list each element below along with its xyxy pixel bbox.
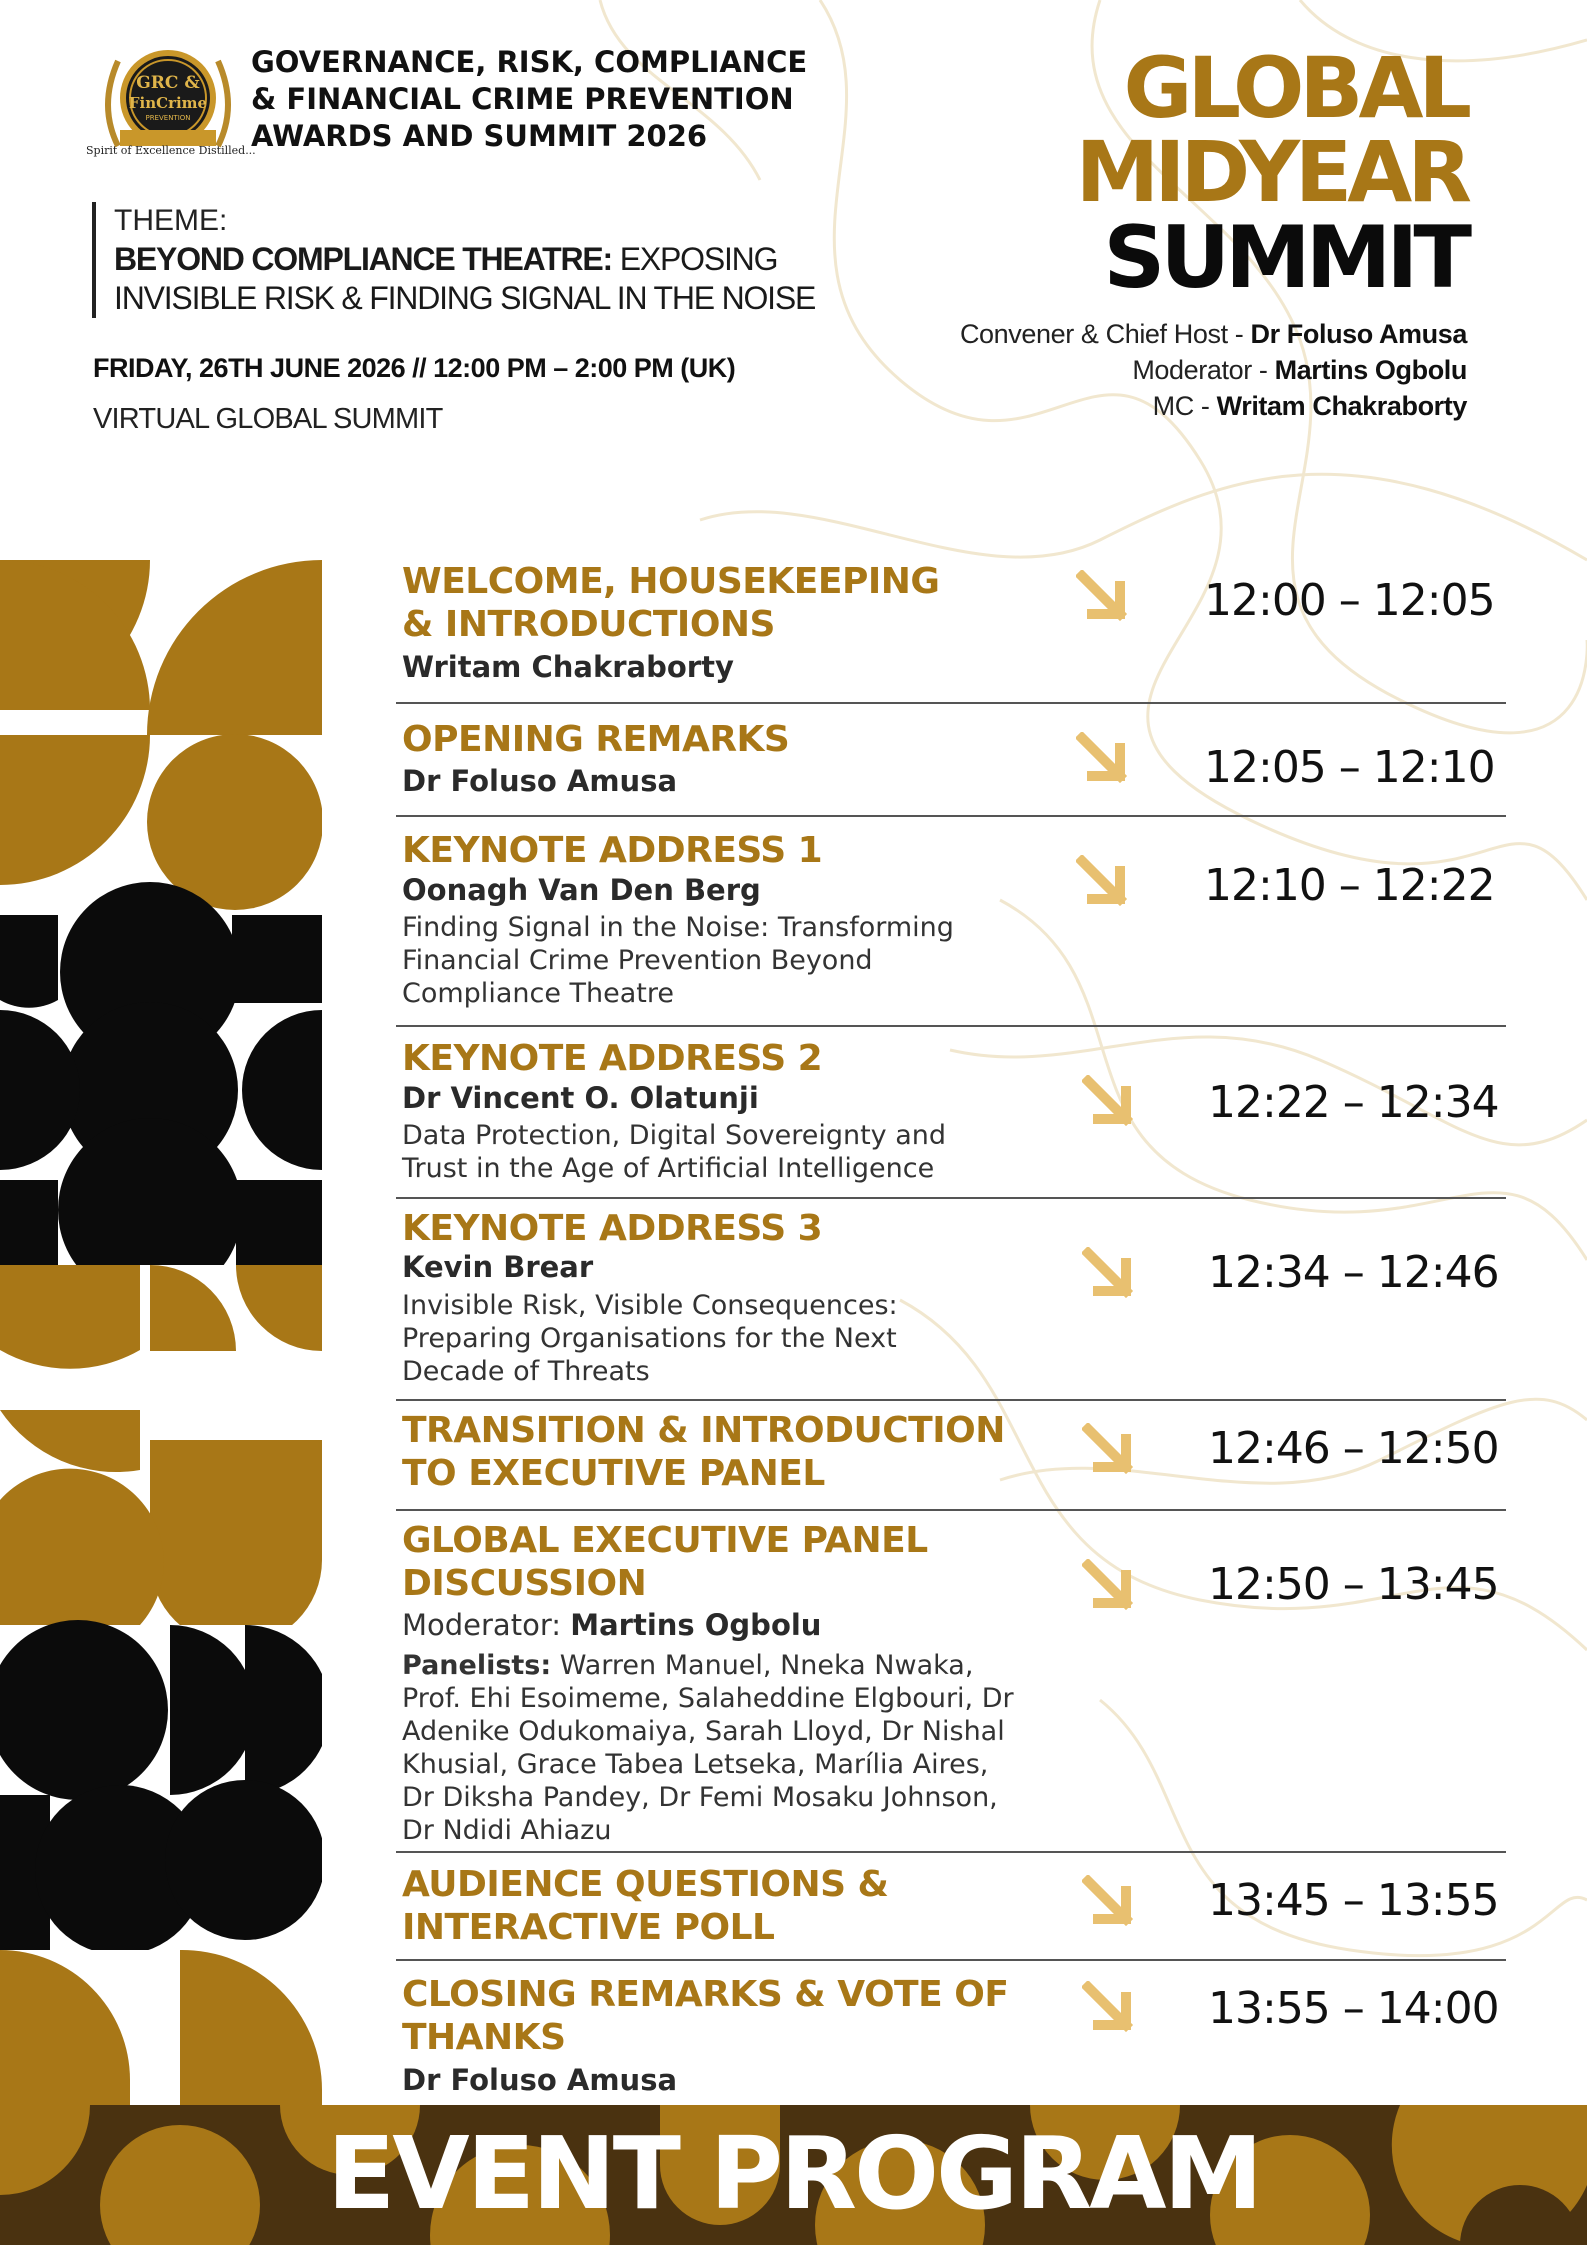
agenda-desc-line: Compliance Theatre xyxy=(402,978,674,1009)
agenda-time: 13:55 – 14:00 xyxy=(1208,1983,1499,2034)
agenda-title xyxy=(402,1207,822,1250)
agenda-desc-line: Preparing Organisations for the Next xyxy=(402,1323,897,1354)
agenda-title-line: KEYNOTE ADDRESS 2 xyxy=(402,1038,823,1079)
agenda-moderator xyxy=(402,1609,1012,1642)
panelists-label: Panelists: xyxy=(402,1650,552,1681)
agenda-item xyxy=(396,702,1506,817)
agenda-title xyxy=(402,1037,822,1080)
summit-title xyxy=(1075,39,1467,308)
agenda-item xyxy=(396,1025,1506,1199)
event-venue: VIRTUAL GLOBAL SUMMIT xyxy=(93,403,443,435)
agenda-time: 12:10 – 12:22 xyxy=(1204,860,1495,911)
agenda-desc-bold: Finding Signal in the Noise: xyxy=(402,912,770,943)
geometric-pattern xyxy=(0,560,322,2105)
theme-bold: BEYOND COMPLIANCE THEATRE: xyxy=(114,241,612,277)
agenda-desc-line: Data Protection, Digital Sovereignty and xyxy=(402,1120,947,1151)
agenda-title xyxy=(402,560,939,646)
arrow-down-right-icon xyxy=(1082,1075,1134,1127)
arrow-down-right-icon xyxy=(1082,1981,1134,2033)
arrow-down-right-icon xyxy=(1082,1875,1134,1927)
event-program-banner xyxy=(0,2105,1587,2245)
host-role: Convener & Chief Host - xyxy=(959,319,1251,349)
org-title-line-3: AWARDS AND SUMMIT 2026 xyxy=(251,119,708,153)
agenda-description xyxy=(402,911,1012,1010)
agenda-time: 12:50 – 13:45 xyxy=(1208,1559,1499,1610)
summit-title-line-3: SUMMIT xyxy=(1103,208,1467,308)
org-title-line-1: GOVERNANCE, RISK, COMPLIANCE xyxy=(251,45,808,79)
agenda-desc-bold: Invisible Risk, Visible Consequences: xyxy=(402,1290,898,1321)
summit-title-line-2: MIDYEAR xyxy=(1075,123,1467,221)
hosts-list xyxy=(960,316,1467,424)
agenda-item xyxy=(396,1197,1506,1401)
agenda-title xyxy=(402,1863,888,1949)
theme-label: THEME: xyxy=(114,204,228,237)
arrow-down-right-icon xyxy=(1076,855,1128,907)
arrow-down-right-icon xyxy=(1082,1423,1134,1475)
agenda-title-line: WELCOME, HOUSEKEEPING xyxy=(402,561,940,602)
arrow-down-right-icon xyxy=(1076,570,1128,622)
arrow-down-right-icon xyxy=(1076,732,1128,784)
logo-caption: Spirit of Excellence Distilled... xyxy=(86,144,256,157)
theme-box xyxy=(92,202,894,318)
agenda-title-line: THANKS xyxy=(402,2017,566,2058)
agenda-speaker: Dr Vincent O. Olatunji xyxy=(402,1081,759,1115)
theme-rest: EXPOSING xyxy=(619,241,778,277)
agenda-time: 12:00 – 12:05 xyxy=(1204,575,1495,626)
agenda-time: 12:46 – 12:50 xyxy=(1208,1423,1499,1474)
agenda-title-line: KEYNOTE ADDRESS 1 xyxy=(402,830,823,871)
moderator-name: Martins Ogbolu xyxy=(570,1608,822,1642)
agenda-title-line: INTERACTIVE POLL xyxy=(402,1907,775,1948)
agenda-speaker: Writam Chakraborty xyxy=(402,650,734,684)
banner-title: EVENT PROGRAM xyxy=(326,2115,1261,2232)
agenda-title-line: TRANSITION & INTRODUCTION xyxy=(402,1410,1005,1451)
panelists-line: Adenike Odukomaiya, Sarah Lloyd, Dr Nishal xyxy=(402,1716,1005,1747)
agenda-item xyxy=(396,1399,1506,1511)
agenda-desc-line: Trust in the Age of Artificial Intelligence xyxy=(402,1153,935,1184)
arrow-down-right-icon xyxy=(1082,1559,1134,1611)
org-title xyxy=(251,44,807,155)
host-convener xyxy=(960,316,1467,352)
agenda-speaker: Oonagh Van Den Berg xyxy=(402,873,761,907)
agenda-item xyxy=(396,1959,1506,2104)
summit-title-line-1: GLOBAL xyxy=(1123,39,1467,137)
agenda-title xyxy=(402,1519,928,1605)
agenda-title xyxy=(402,829,822,872)
agenda-title-line: GLOBAL EXECUTIVE PANEL xyxy=(402,1520,928,1561)
host-role: Moderator - xyxy=(1132,355,1275,385)
host-name: Writam Chakraborty xyxy=(1216,391,1467,421)
logo-text-1: GRC & xyxy=(136,73,200,93)
agenda-description xyxy=(402,1289,1012,1388)
agenda-speaker: Kevin Brear xyxy=(402,1250,594,1284)
agenda-item xyxy=(396,560,1506,704)
host-mc xyxy=(960,388,1467,424)
agenda-title-line: TO EXECUTIVE PANEL xyxy=(402,1453,825,1494)
agenda-description xyxy=(402,1119,1012,1185)
agenda-title-line: DISCUSSION xyxy=(402,1563,647,1604)
agenda-speaker: Dr Foluso Amusa xyxy=(402,764,678,798)
panelists-line: Khusial, Grace Tabea Letseka, Marília Aires, xyxy=(402,1749,989,1780)
agenda-title-line: CLOSING REMARKS & VOTE OF xyxy=(402,1974,1009,2015)
logo-text-3: PREVENTION xyxy=(145,114,191,122)
agenda-title-line: & INTRODUCTIONS xyxy=(402,604,775,645)
agenda-time: 12:34 – 12:46 xyxy=(1208,1247,1499,1298)
agenda-item xyxy=(396,815,1506,1027)
agenda-speaker: Dr Foluso Amusa xyxy=(402,2063,678,2097)
host-role: MC - xyxy=(1152,391,1217,421)
moderator-label: Moderator: xyxy=(402,1608,562,1642)
host-name: Martins Ogbolu xyxy=(1274,355,1467,385)
agenda-item xyxy=(396,1851,1506,1961)
panelists-line: Dr Ndidi Ahiazu xyxy=(402,1815,612,1846)
panelists-line: Prof. Ehi Esoimeme, Salaheddine Elgbouri, Dr xyxy=(402,1683,1014,1714)
theme-text xyxy=(114,240,894,279)
agenda-title-line: KEYNOTE ADDRESS 3 xyxy=(402,1208,823,1249)
arrow-down-right-icon xyxy=(1082,1247,1134,1299)
event-date-time: FRIDAY, 26TH JUNE 2026 // 12:00 PM – 2:00 PM (UK) xyxy=(93,353,736,383)
logo-text-2: FinCrime xyxy=(128,94,208,112)
agenda-title xyxy=(402,1409,1005,1495)
theme-line-2: INVISIBLE RISK & FINDING SIGNAL IN THE NOISE xyxy=(114,280,816,316)
agenda-item xyxy=(396,1509,1506,1853)
agenda-desc-line: Financial Crime Prevention Beyond xyxy=(402,945,873,976)
agenda-title-line: AUDIENCE QUESTIONS & xyxy=(402,1864,889,1905)
agenda-time: 12:05 – 12:10 xyxy=(1204,742,1495,793)
agenda-panelists xyxy=(402,1649,1042,1847)
org-title-line-2: & FINANCIAL CRIME PREVENTION xyxy=(251,82,794,116)
agenda-time: 12:22 – 12:34 xyxy=(1208,1077,1499,1128)
agenda-title xyxy=(402,718,789,761)
panelists-line: Dr Diksha Pandey, Dr Femi Mosaku Johnson, xyxy=(402,1782,998,1813)
agenda-title xyxy=(402,1973,1008,2059)
agenda-title-line: OPENING REMARKS xyxy=(402,719,790,760)
agenda-time: 13:45 – 13:55 xyxy=(1208,1875,1499,1926)
panelists-line: Warren Manuel, Nneka Nwaka, xyxy=(559,1650,974,1681)
host-moderator xyxy=(960,352,1467,388)
host-name: Dr Foluso Amusa xyxy=(1250,319,1467,349)
agenda-desc-line: Transforming xyxy=(777,912,954,943)
agenda-desc-line: Decade of Threats xyxy=(402,1356,650,1387)
